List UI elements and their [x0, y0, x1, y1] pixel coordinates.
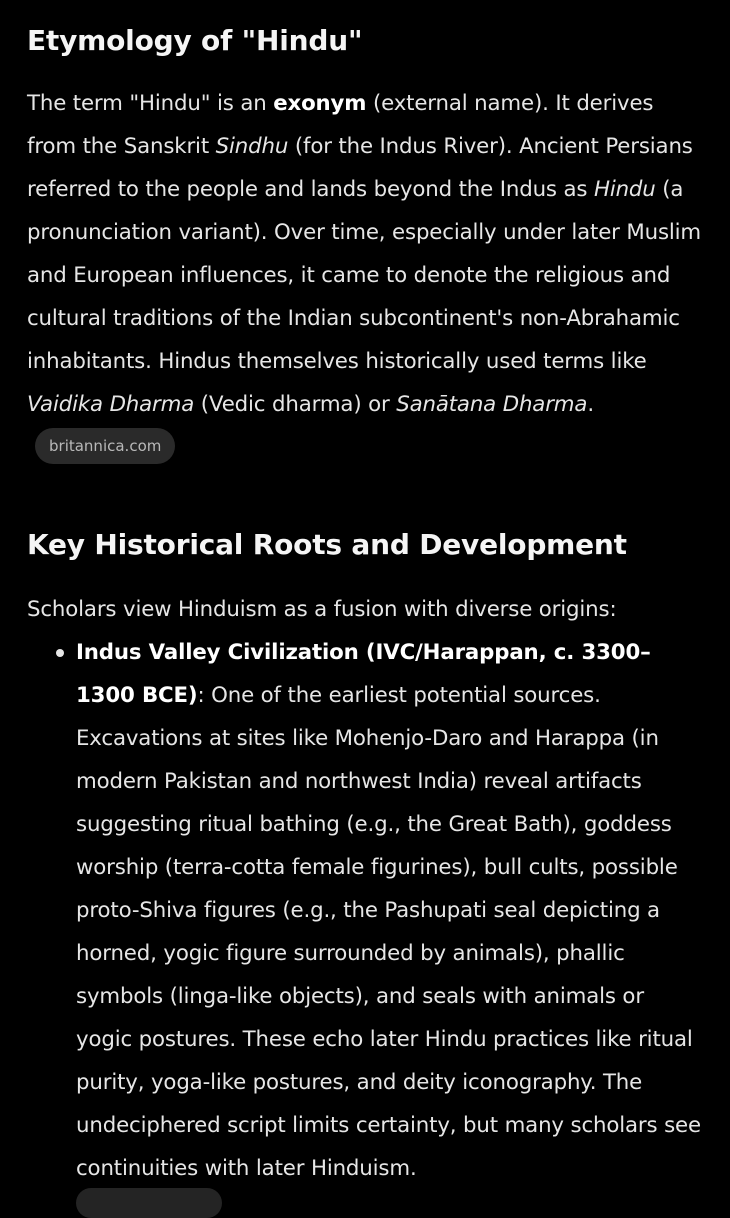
- section-heading-historical-roots: Key Historical Roots and Development: [27, 528, 627, 561]
- text-run: (external name). It derives from the Sanskrit: [27, 91, 654, 159]
- source-chip-partial[interactable]: [76, 1188, 222, 1218]
- roots-intro: Scholars view Hinduism as a fusion with diverse origins:: [27, 597, 617, 622]
- roots-bullet-list: [27, 631, 703, 1190]
- list-item: [27, 631, 703, 1190]
- italic-term-sanatana-dharma: Sanātana Dharma: [396, 392, 588, 417]
- italic-term-vaidika-dharma: Vaidika Dharma: [27, 392, 195, 417]
- text-run: (Vedic dharma) or: [194, 392, 397, 417]
- italic-term-hindu: Hindu: [593, 177, 656, 202]
- section-heading-etymology: Etymology of "Hindu": [27, 24, 363, 57]
- list-item-body: : One of the earliest potential sources. Excavations at sites like Mohenjo-Daro and Harappa (in modern Pakistan and northwest India) reveal artifacts suggesting ritual bathing (e.g., the Great Bath), goddess worship (terra-cotta female figurines), bull cults, possible proto-Shiva figures (e.g., the Pashupati seal depicting a horned, yogic figure surrounded by animals), phallic symbols (linga-like objects), and seals with animals or yogic postures. These echo later Hindu practices like ritual purity, yoga-like postures, and deity iconography. The undeciphered script limits certainty, but many scholars see continuities with later Hinduism.: [76, 683, 701, 1181]
- text-run: (for the Indus River). Ancient Persians referred to the people and lands beyond the Indus as: [27, 134, 693, 202]
- etymology-paragraph: [27, 82, 703, 469]
- text-run: (a pronunciation variant). Over time, especially under later Muslim and European influences, it came to denote the religious and cultural traditions of the Indian subcontinent's non-Abrahamic inhabitants. Hindus themselves historically used terms like: [27, 177, 702, 374]
- list-item-title: Indus Valley Civilization (IVC/Harappan, c. 3300–1300 BCE): [76, 640, 651, 708]
- italic-term-sindhu: Sindhu: [215, 134, 289, 159]
- bullet-icon: [56, 649, 64, 657]
- bold-term-exonym: exonym: [273, 91, 367, 116]
- text-run: The term "Hindu" is an: [27, 91, 274, 116]
- source-chip-britannica[interactable]: britannica.com: [35, 428, 175, 464]
- text-run: .: [587, 392, 594, 417]
